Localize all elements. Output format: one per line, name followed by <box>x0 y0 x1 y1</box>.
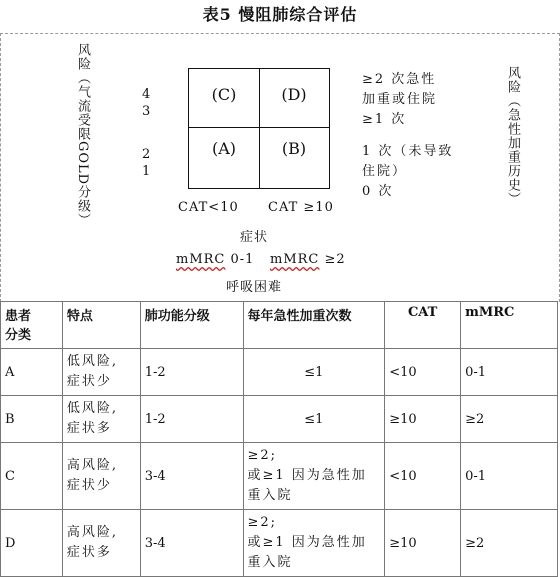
cell-group: A <box>1 349 63 396</box>
mmrc-low-prefix: mMRC <box>176 252 226 267</box>
header-group: 患者 分类 <box>1 302 63 349</box>
cat-high-label: CAT ≥10 <box>268 200 334 215</box>
mmrc-high-suffix: ≥2 <box>319 252 346 267</box>
quadrant-b: (B) <box>281 139 307 158</box>
gold-grade-4: 4 <box>142 87 151 102</box>
cell-exacerbation: ≥2; 或≥1 因为急性加 重入院 <box>243 443 385 510</box>
cell-feature: 高风险, 症状少 <box>62 443 140 510</box>
cell-cat: <10 <box>385 443 461 510</box>
cell-cat: <10 <box>385 349 461 396</box>
header-exacerbation: 每年急性加重次数 <box>243 302 385 349</box>
quadrant-grid <box>188 68 330 189</box>
cell-mmrc: 0-1 <box>461 443 558 510</box>
cell-mmrc: 0-1 <box>461 349 558 396</box>
left-axis-label: 风险（气流受限GOLD分级） <box>75 43 90 228</box>
cell-gold: 1-2 <box>140 349 243 396</box>
cell-cat: ≥10 <box>385 510 461 577</box>
exac-high-line: ≥2 次急性 <box>362 72 437 87</box>
cell-cat: ≥10 <box>385 396 461 443</box>
header-mmrc: mMRC <box>461 302 558 349</box>
exac-low-line: 1 次（未导致 <box>362 144 454 159</box>
dyspnea-label: 呼吸困难 <box>226 280 283 295</box>
header-cat: CAT <box>385 302 461 349</box>
gold-grade-1: 1 <box>142 164 151 179</box>
cell-mmrc: ≥2 <box>461 396 558 443</box>
cell-group: C <box>1 443 63 510</box>
cell-feature: 高风险, 症状多 <box>62 510 140 577</box>
mmrc-high-prefix: mMRC <box>270 252 320 267</box>
cell-exacerbation: ≤1 <box>243 396 385 443</box>
quadrant-c: (C) <box>211 85 237 104</box>
table-header-row <box>1 302 558 349</box>
group-table <box>0 301 558 577</box>
gold-grade-3: 3 <box>142 104 151 119</box>
cell-group: B <box>1 396 63 443</box>
header-feature: 特点 <box>62 302 140 349</box>
table-row <box>1 396 558 443</box>
table-row <box>1 443 558 510</box>
gold-grade-2: 2 <box>142 147 151 162</box>
quadrant-a: (A) <box>211 139 237 158</box>
exacerbation-high-desc <box>362 70 437 130</box>
exac-high-line: ≥1 次 <box>362 112 407 127</box>
cell-feature: 低风险, 症状少 <box>62 349 140 396</box>
exacerbation-low-desc <box>362 142 453 202</box>
exac-low-line: 住院） <box>362 164 408 179</box>
cell-mmrc: ≥2 <box>461 510 558 577</box>
header-gold: 肺功能分级 <box>140 302 243 349</box>
cell-gold: 3-4 <box>140 510 243 577</box>
table-row <box>1 510 558 577</box>
cat-low-label: CAT<10 <box>178 200 239 215</box>
mmrc-low-label <box>176 252 254 267</box>
exac-low-line: 0 次 <box>362 184 394 199</box>
cell-gold: 1-2 <box>140 396 243 443</box>
quadrant-d: (D) <box>281 85 307 104</box>
exac-high-line: 加重或住院 <box>362 92 438 107</box>
mmrc-high-label <box>270 252 346 267</box>
page-title: 表5 慢阻肺综合评估 <box>202 5 358 24</box>
mmrc-low-suffix: 0-1 <box>225 252 255 267</box>
symptom-label: 症状 <box>240 230 269 245</box>
cell-exacerbation: ≥2; 或≥1 因为急性加 重入院 <box>243 510 385 577</box>
cell-gold: 3-4 <box>140 443 243 510</box>
right-axis-label: 风险（急性加重历史） <box>505 66 520 206</box>
cell-exacerbation: ≤1 <box>243 349 385 396</box>
table-row <box>1 349 558 396</box>
cell-group: D <box>1 510 63 577</box>
cell-feature: 低风险, 症状多 <box>62 396 140 443</box>
